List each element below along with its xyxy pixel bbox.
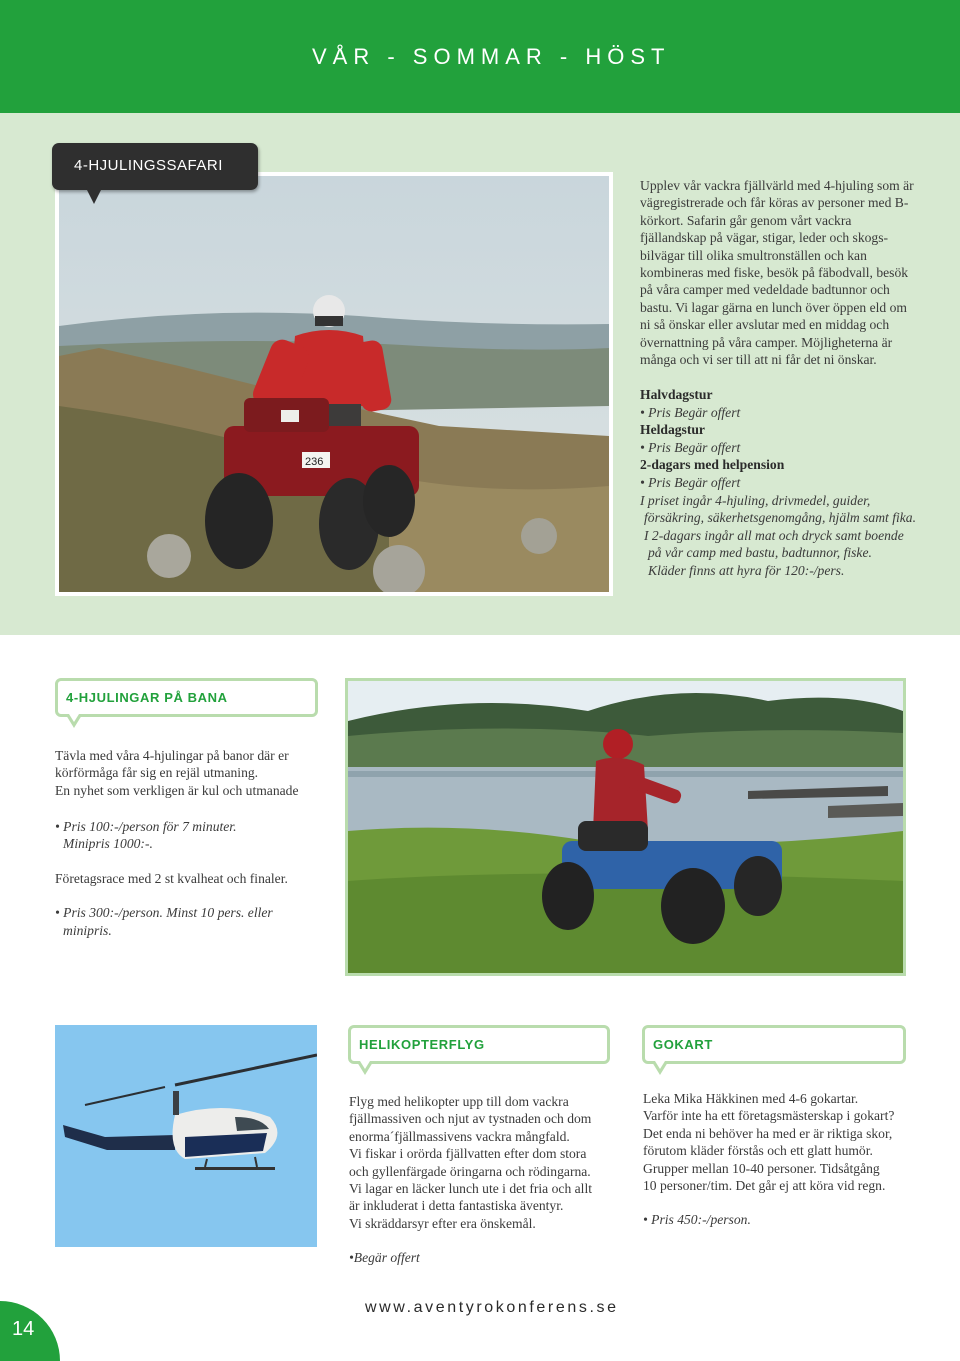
bana-price-1: • Pris 100:-/person för 7 minuter. — [55, 819, 237, 834]
price-note: Kläder finns att hyra för 120:-/pers. — [648, 562, 845, 578]
gokart-line: förutom kläder förstås och ett glatt humör. — [643, 1143, 873, 1159]
tour-price: • Pris Begär offert — [640, 439, 741, 455]
bana-price-2b: minipris. — [63, 922, 112, 938]
tour-price: • Pris Begär offert — [640, 404, 741, 420]
bana-price-list — [55, 818, 315, 939]
bana-description — [55, 747, 325, 799]
bana-price-1b: Minipris 1000:-. — [63, 836, 153, 852]
gokart-line: Grupper mellan 10-40 personer. Tidsåtgång — [643, 1160, 880, 1176]
bana-price-2: • Pris 300:-/person. Minst 10 pers. eller — [55, 905, 273, 921]
gokart-description — [643, 1090, 908, 1229]
atv-photo-mountain — [55, 172, 613, 596]
gokart-heading: GOKART — [653, 1037, 713, 1052]
bana-line: En nyhet som verkligen är kul och utmanade — [55, 782, 299, 798]
page-number: 14 — [12, 1318, 35, 1340]
bana-tag-pointer-inner — [69, 714, 79, 722]
heli-line: och gyllenfärgade öringarna och rödingarna. — [349, 1163, 591, 1179]
heli-line: Vi skräddarsyr efter era önskemål. — [349, 1215, 536, 1231]
heli-line: enorma´fjällmassivens vackra mångfald. — [349, 1128, 570, 1144]
safari-price-list — [640, 386, 930, 580]
page-title: VÅR - SOMMAR - HÖST — [312, 44, 671, 69]
heli-line: Flyg med helikopter upp till dom vackra — [349, 1094, 569, 1109]
safari-tag-pointer — [86, 188, 102, 204]
safari-intro-text: Upplev vår vackra fjällvärld med 4-hjuling som är vägregistrerade och får köras av personer med B-körkort. Safarin går genom vårt vackra fjällandskap på vägar, stigar, leder och skogs-bilvägar till olika smultronställen och kan kombineras med fiske, besök på fäbodvall, besök på våra camper med vedeldade badtunnor och bastu. Vi lagar gärna en lunch över öppen eld om ni så önskar eller avslutar med en middag och övernattning på våra camper. Möjligheterna är många och vi ser till att ni får det ni önskar. — [640, 178, 914, 368]
heli-line: fjällmassiven och njut av tystnaden och dom — [349, 1111, 592, 1127]
price-note: I priset ingår 4-hjuling, drivmedel, guider, — [640, 492, 871, 508]
heli-line: Vi fiskar i orörda fjällvatten efter dom stora — [349, 1146, 587, 1162]
heli-line: Vi lagar en läcker lunch ute i det fria och allt — [349, 1181, 593, 1197]
helicopter-photo — [55, 1025, 317, 1247]
heli-description — [349, 1093, 609, 1232]
price-note: på vår camp med bastu, badtunnor, fiske. — [648, 545, 872, 561]
bana-line: Tävla med våra 4-hjulingar på banor där er — [55, 748, 289, 763]
license-plate: 236 — [305, 456, 324, 468]
tour-name: Heldagstur — [640, 422, 705, 438]
gokart-line: 10 personer/tim. Det går ej att köra vid regn. — [643, 1178, 886, 1194]
tour-name: Halvdagstur — [640, 387, 713, 402]
gokart-line: Varför inte ha ett företagsmästerskap i gokart? — [643, 1108, 895, 1124]
tour-name: 2-dagars med helpension — [640, 457, 785, 473]
heli-line: är inkluderat i detta fantastiska äventyr. — [349, 1198, 564, 1214]
price-note: försäkring, säkerhetsgenomgång, hjälm samt fika. — [644, 510, 916, 526]
gokart-price: • Pris 450:-/person. — [643, 1212, 751, 1228]
heli-heading: HELIKOPTERFLYG — [359, 1037, 485, 1052]
heli-tag-pointer-inner — [360, 1061, 370, 1069]
heli-offer: •Begär offert — [349, 1250, 420, 1265]
website-link[interactable]: www.aventyrokonferens.se — [365, 1299, 619, 1316]
price-note: I 2-dagars ingår all mat och dryck samt boende — [644, 527, 904, 543]
bana-heading: 4-HJULINGAR PÅ BANA — [66, 690, 228, 705]
safari-heading: 4-HJULINGSSAFARI — [74, 157, 223, 174]
atv-photo-lake — [345, 678, 906, 976]
gokart-tag-pointer-inner — [655, 1061, 665, 1069]
bana-line: körförmåga får sig en rejäl utmaning. — [55, 765, 259, 781]
bana-corporate: Företagsrace med 2 st kvalheat och finaler. — [55, 870, 288, 886]
tour-price: • Pris Begär offert — [640, 474, 741, 490]
gokart-line: Det enda ni behöver ha med er är riktiga skor, — [643, 1125, 893, 1141]
gokart-line: Leka Mika Häkkinen med 4-6 gokartar. — [643, 1091, 859, 1106]
